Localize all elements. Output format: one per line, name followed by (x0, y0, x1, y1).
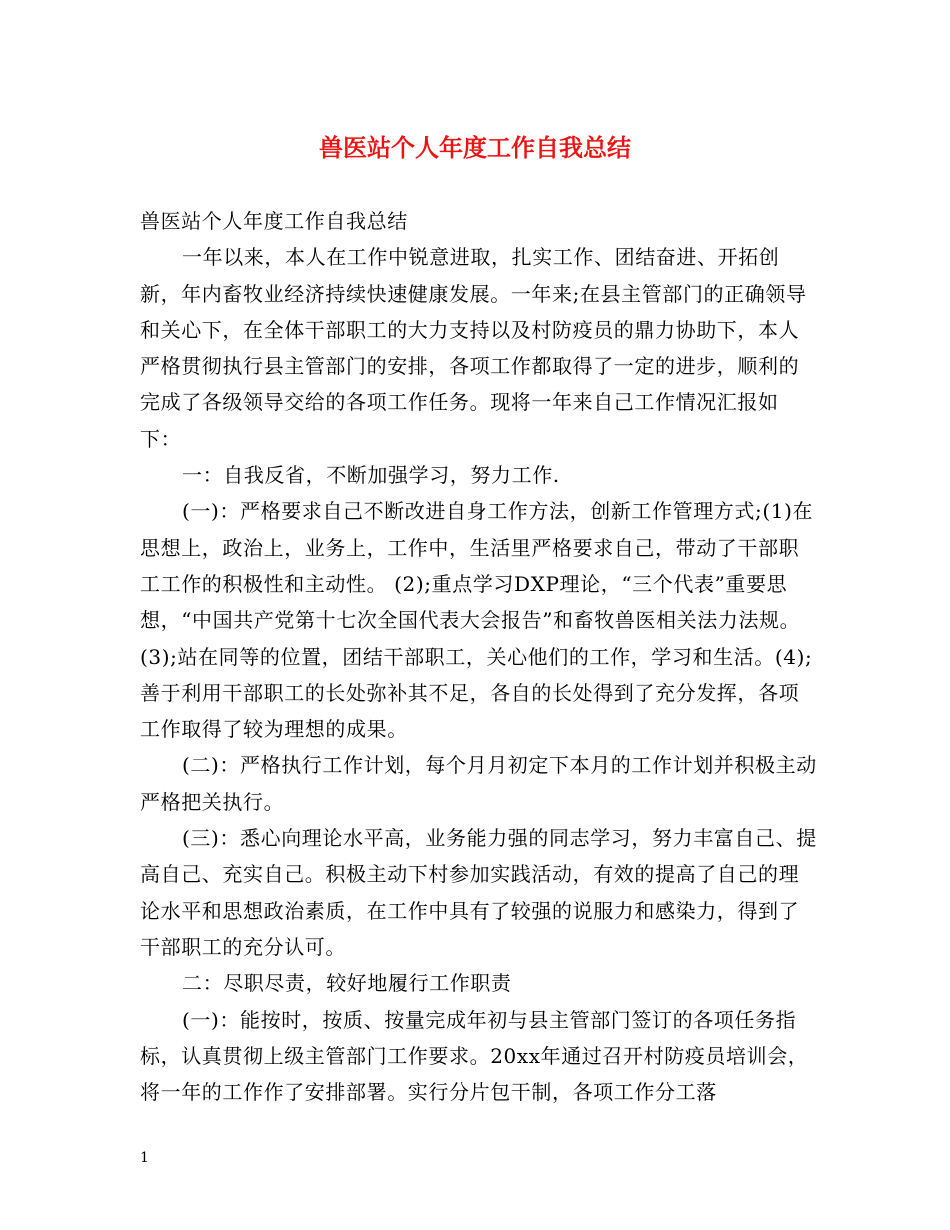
section-heading-1: 一：自我反省，不断加强学习，努力工作. (182, 463, 560, 488)
body-paragraph-heading: 兽医站个人年度工作自我总结 (140, 209, 408, 233)
page-number: 1 (140, 1150, 149, 1166)
document-body (140, 203, 818, 1110)
document-title: 兽医站个人年度工作自我总结 (319, 133, 631, 162)
body-paragraph-1-2: (二)：严格执行工作计划，每个月月初定下本月的工作计划并积极主动严格把关执行。 (140, 753, 817, 814)
body-paragraph-1-1: (一)：严格要求自己不断改进自身工作方法，创新工作管理方式;(1)在思想上，政治上，业务上，工作中，生活里严格要求自己，带动了干部职工工作的积极性和主动性。 (2);重点学习DXP理论，“三个代表”重要思想，“中国共产党第十七次全国代表大会报告”和畜牧兽医相关法力法规。(3);站在同等的位置，团结干部职工，关心他们的工作，学习和生活。(4);善于利用干部职工的长处弥补其不足，各自的长处得到了充分发挥，各项工作取得了较为理想的成果。 (140, 499, 814, 742)
body-paragraph-intro: 一年以来，本人在工作中锐意进取，扎实工作、团结奋进、开拓创新，年内畜牧业经济持续快速健康发展。一年来;在县主管部门的正确领导和关心下，在全体干部职工的大力支持以及村防疫员的鼎力协助下，本人严格贯彻执行县主管部门的安排，各项工作都取得了一定的进步，顺利的完成了各级领导交给的各项工作任务。现将一年来自己工作情况汇报如下： (140, 245, 807, 451)
body-paragraph-2-1: (一)：能按时，按质、按量完成年初与县主管部门签订的各项任务指标，认真贯彻上级主管部门工作要求。20xx年通过召开村防疫员培训会，将一年的工作作了安排部署。实行分片包干制，各项工作分工落 (140, 1007, 809, 1105)
body-paragraph-1-3: (三)：悉心向理论水平高，业务能力强的同志学习，努力丰富自己、提高自己、充实自己。积极主动下村参加实践活动，有效的提高了自己的理论水平和思想政治素质，在工作中具有了较强的说服力和感染力，得到了干部职工的充分认可。 (140, 826, 817, 959)
section-heading-2: 二：尽职尽责，较好地履行工作职责 (182, 971, 512, 996)
